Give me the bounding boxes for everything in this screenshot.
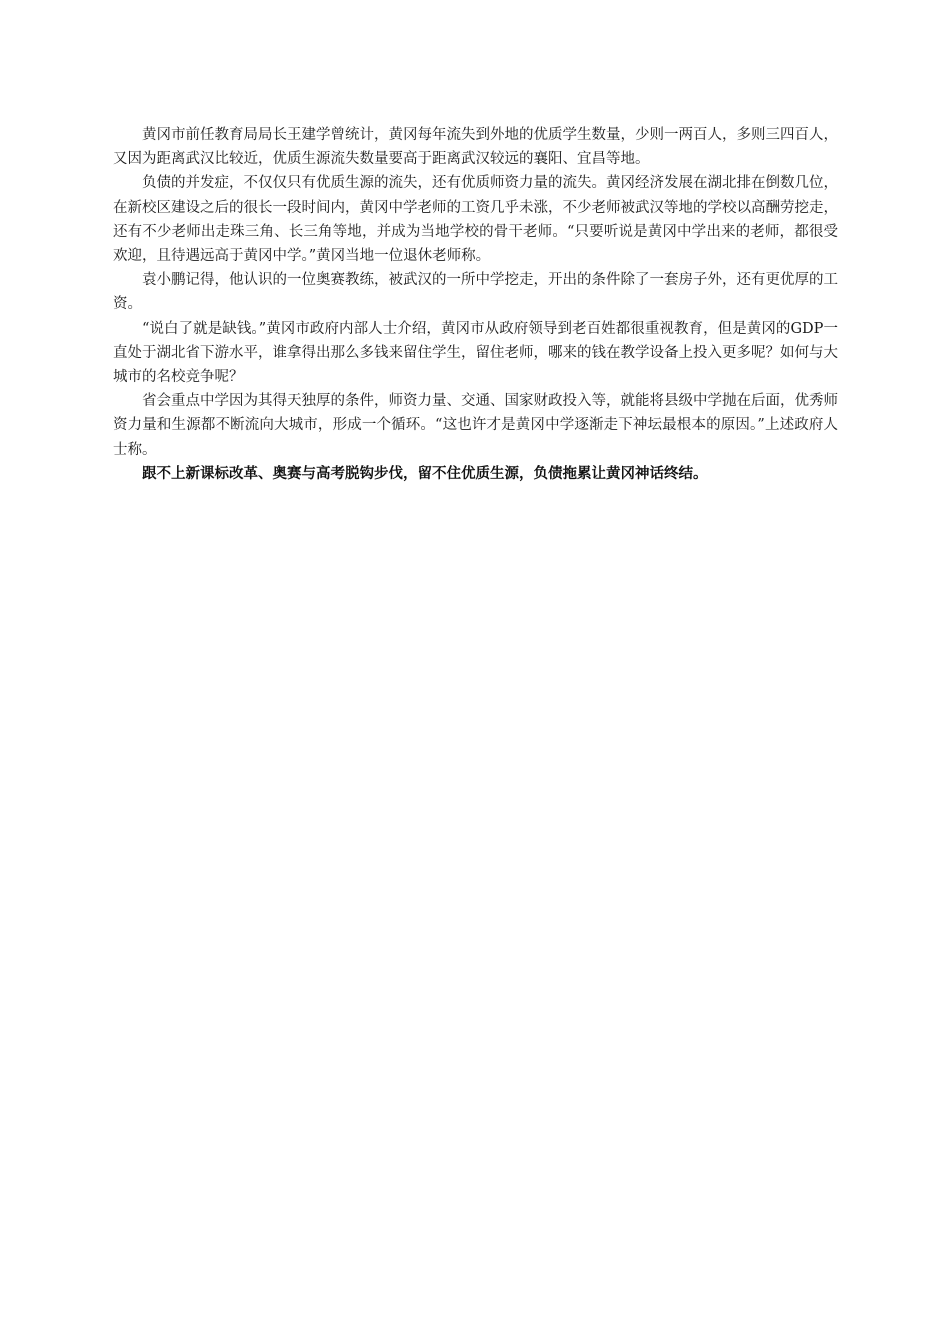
article-body xyxy=(113,123,838,486)
paragraph-olympiad-coach: 袁小鹏记得，他认识的一位奥赛教练，被武汉的一所中学挖走，开出的条件除了一套房子外，还有更优厚的工资。 xyxy=(113,272,838,313)
paragraph-statistics: 黄冈市前任教育局局长王建学曾统计，黄冈每年流失到外地的优质学生数量，少则一两百人，多则三四百人，又因为距离武汉比较近，优质生源流失数量要高于距离武汉较远的襄阳、宜昌等地。 xyxy=(113,127,838,168)
paragraph-conclusion: 跟不上新课标改革、奥赛与高考脱钩步伐，留不住优质生源，负债拖累让黄冈神话终结。 xyxy=(142,464,708,482)
paragraph-teacher-loss: 负债的并发症，不仅仅只有优质生源的流失，还有优质师资力量的流失。黄冈经济发展在湖北排在倒数几位，在新校区建设之后的很长一段时间内，黄冈中学老师的工资几乎未涨，不少老师被武汉等地的学校以高酬劳挖走，还有不少老师出走珠三角、长三角等地，并成为当地学校的骨干老师。“只要听说是黄冈中学出来的老师，都很受欢迎，且待遇远高于黄冈中学。”黄冈当地一位退休老师称。 xyxy=(113,175,838,265)
paragraph-provincial-schools: 省会重点中学因为其得天独厚的条件，师资力量、交通、国家财政投入等，就能将县级中学抛在后面，优秀师资力量和生源都不断流向大城市，形成一个循环。“这也许才是黄冈中学逐渐走下神坛最根本的原因。”上述政府人士称。 xyxy=(113,393,838,458)
paragraph-lack-of-money: “说白了就是缺钱。”黄冈市政府内部人士介绍，黄冈市从政府领导到老百姓都很重视教育，但是黄冈的GDP一直处于湖北省下游水平，谁拿得出那么多钱来留住学生，留住老师，哪来的钱在教学设备上投入更多呢？如何与大城市的名校竞争呢？ xyxy=(113,320,838,386)
